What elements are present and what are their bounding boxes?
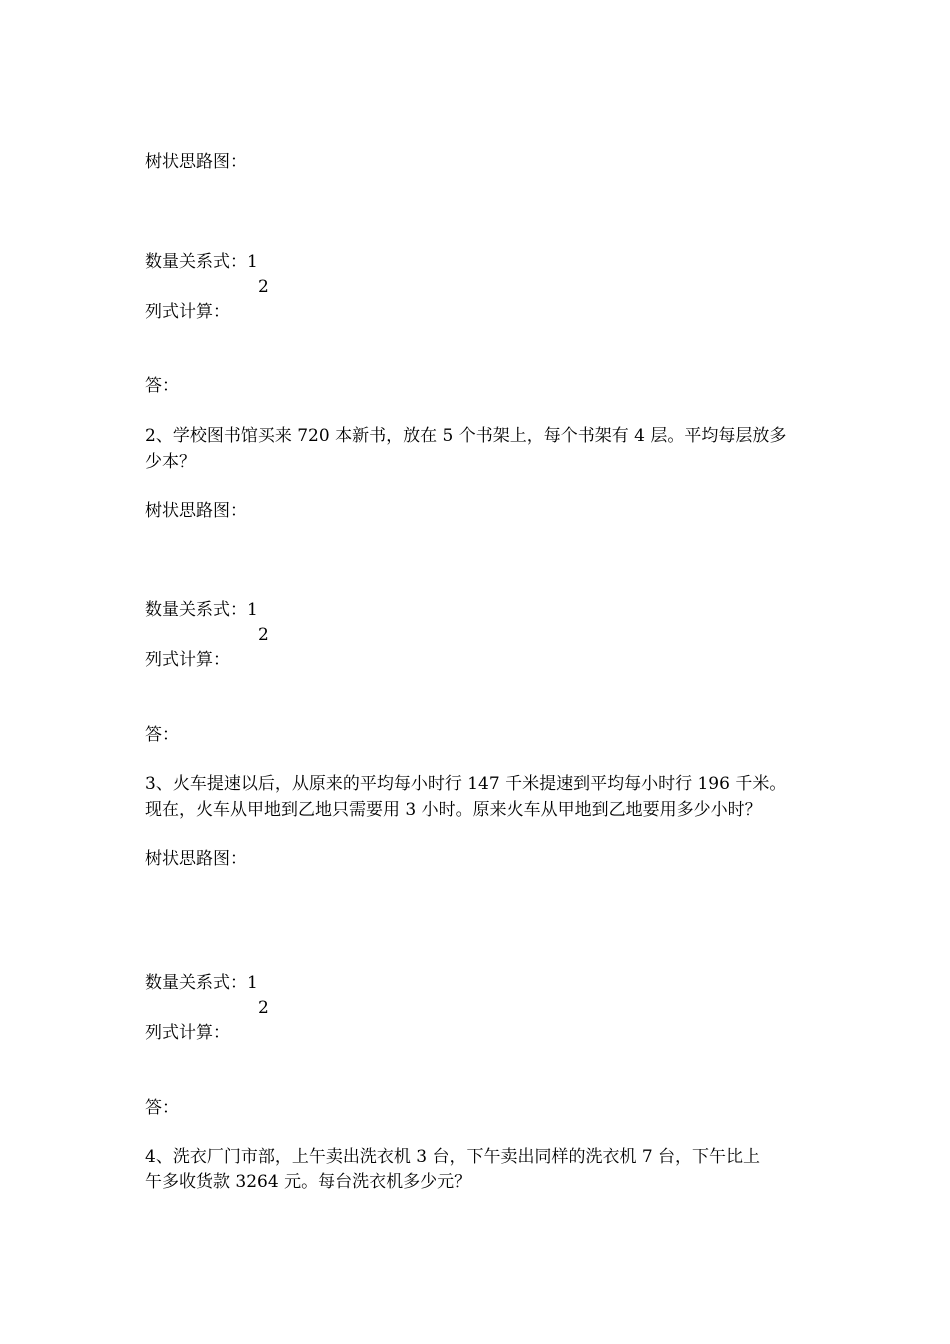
answer-label: 答： xyxy=(145,1098,179,1118)
calculation-label: 列式计算： xyxy=(145,302,230,322)
quantity-relation-text: 数量关系式： xyxy=(145,252,247,272)
answer-label: 答： xyxy=(145,725,179,745)
relation-number-2: 2 xyxy=(258,998,269,1018)
quantity-relation-text: 数量关系式： xyxy=(145,600,247,620)
quantity-relation-label xyxy=(145,250,258,274)
relation-number-2: 2 xyxy=(258,625,269,645)
question-4-line-1: 4、洗衣厂门市部，上午卖出洗衣机 3 台，下午卖出同样的洗衣机 7 台，下午比上 xyxy=(145,1147,761,1167)
question-3-line-1: 3、火车提速以后，从原来的平均每小时行 147 千米提速到平均每小时行 196 千米。 xyxy=(145,774,787,794)
tree-diagram-label: 树状思路图： xyxy=(145,849,247,869)
relation-number-1: 1 xyxy=(247,973,258,993)
tree-diagram-label: 树状思路图： xyxy=(145,152,247,172)
relation-number-1: 1 xyxy=(247,600,258,620)
relation-number-2: 2 xyxy=(258,277,269,297)
question-4-line-2: 午多收货款 3264 元。每台洗衣机多少元？ xyxy=(145,1172,472,1192)
question-3-line-2: 现在，火车从甲地到乙地只需要用 3 小时。原来火车从甲地到乙地要用多少小时？ xyxy=(145,800,762,820)
relation-number-1: 1 xyxy=(247,252,258,272)
calculation-label: 列式计算： xyxy=(145,650,230,670)
question-2-line-2: 少本？ xyxy=(145,452,196,472)
answer-label: 答： xyxy=(145,376,179,396)
tree-diagram-label: 树状思路图： xyxy=(145,501,247,521)
quantity-relation-label xyxy=(145,971,258,995)
question-2-line-1: 2、学校图书馆买来 720 本新书，放在 5 个书架上，每个书架有 4 层。平均每层放多 xyxy=(145,426,787,446)
quantity-relation-label xyxy=(145,598,258,622)
quantity-relation-text: 数量关系式： xyxy=(145,973,247,993)
calculation-label: 列式计算： xyxy=(145,1023,230,1043)
